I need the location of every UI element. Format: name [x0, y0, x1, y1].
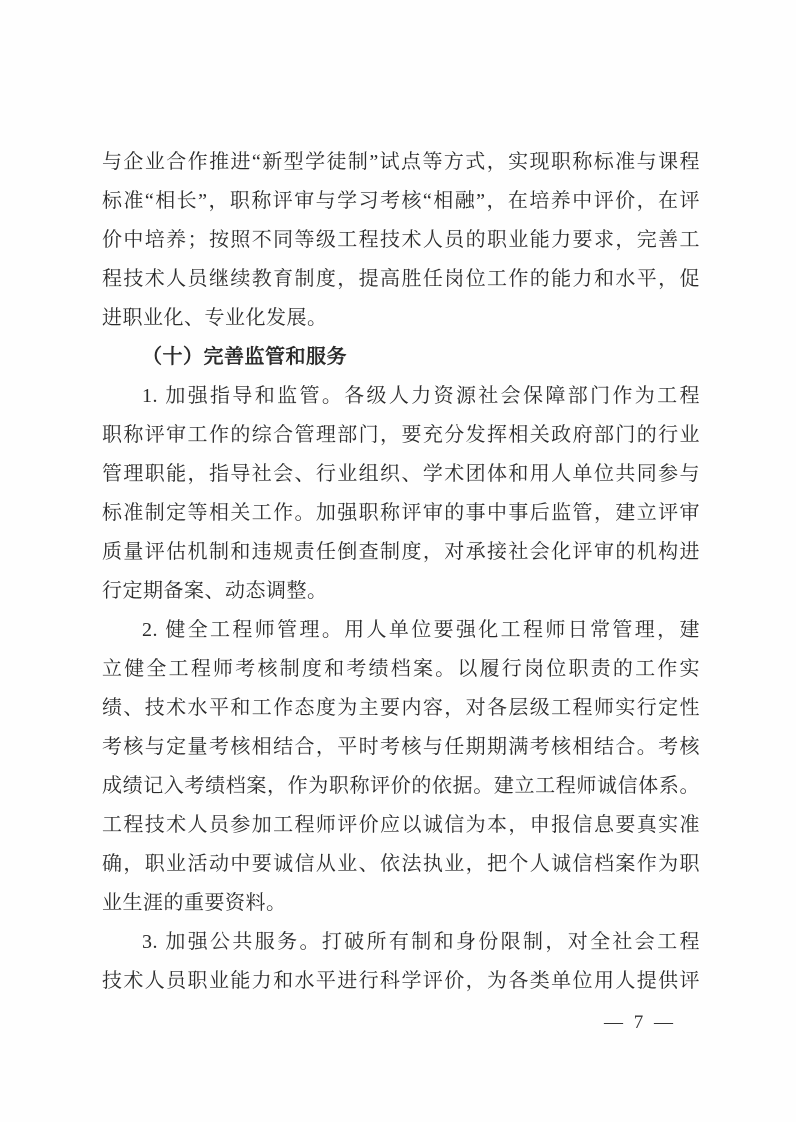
text-line: 技术人员职业能力和水平进行科学评价，为各类单位用人提供评	[102, 970, 700, 992]
page-number: — 7 —	[604, 1012, 676, 1033]
text-line: 进职业化、专业化发展。	[102, 307, 328, 329]
text-line: 工程技术人员参加工程师评价应以诚信为本，申报信息要真实准	[102, 814, 700, 836]
text-line: 管理职能，指导社会、行业组织、学术团体和用人单位共同参与	[102, 463, 700, 485]
text-line: 成绩记入考绩档案，作为职称评价的依据。建立工程师诚信体系。	[102, 775, 700, 797]
text-line: 程技术人员继续教育制度，提高胜任岗位工作的能力和水平，促	[102, 268, 700, 290]
body-text	[102, 143, 700, 1001]
text-line: 1. 加强指导和监管。各级人力资源社会保障部门作为工程	[142, 385, 700, 407]
text-line: 标准“相长”，职称评审与学习考核“相融”，在培养中评价，在评	[102, 190, 700, 212]
text-line: 标准制定等相关工作。加强职称评审的事中事后监管，建立评审	[102, 502, 700, 524]
text-line: 确，职业活动中要诚信从业、依法执业，把个人诚信档案作为职	[102, 853, 700, 875]
text-line: 行定期备案、动态调整。	[102, 580, 328, 602]
section-heading: （十）完善监管和服务	[142, 346, 347, 368]
text-line: 业生涯的重要资料。	[102, 892, 287, 914]
text-line: 考核与定量考核相结合，平时考核与任期期满考核相结合。考核	[102, 736, 700, 758]
text-line: 职称评审工作的综合管理部门，要充分发挥相关政府部门的行业	[102, 424, 700, 446]
text-line: 与企业合作推进“新型学徒制”试点等方式，实现职称标准与课程	[102, 151, 700, 173]
text-line: 绩、技术水平和工作态度为主要内容，对各层级工程师实行定性	[102, 697, 700, 719]
text-line: 质量评估机制和违规责任倒查制度，对承接社会化评审的机构进	[102, 541, 700, 563]
text-line: 立健全工程师考核制度和考绩档案。以履行岗位职责的工作实	[102, 658, 700, 680]
text-line: 价中培养；按照不同等级工程技术人员的职业能力要求，完善工	[102, 229, 700, 251]
text-line: 2. 健全工程师管理。用人单位要强化工程师日常管理，建	[142, 619, 700, 641]
text-line: 3. 加强公共服务。打破所有制和身份限制，对全社会工程	[142, 931, 700, 953]
